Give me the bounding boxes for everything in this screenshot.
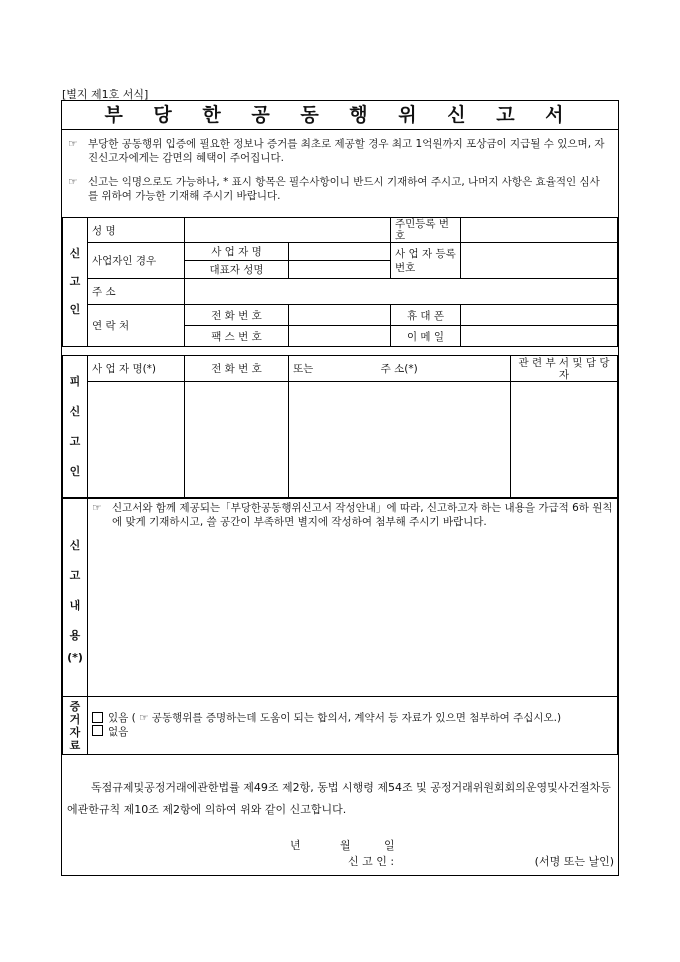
rrn-label: 주민등록 번 호	[391, 218, 461, 243]
fax-label: 팩 스 번 호	[185, 326, 289, 347]
content-guide-text: 신고서와 함께 제공되는「부당한공동행위신고서 작성안내」에 따라, 신고하고자 하는 내용을 가급적 6하 원칙에 맞게 기재하시고, 쓸 공간이 부족하면 별지에 작성하여 첨부해 주시기 바랍니다.	[112, 502, 613, 528]
business-case-label: 사업자인 경우	[88, 243, 185, 279]
sign-note: (서명 또는 날인)	[534, 855, 614, 868]
rrn-field[interactable]	[461, 218, 618, 243]
mobile-field[interactable]	[461, 305, 618, 326]
declaration-text: 독점규제및공정거래에관한법률 제49조 제2항, 동법 시행령 제54조 및 공정거래위원회회의운영및사건절차등에관한규칙 제10조 제2항에 의하여 위와 같이 신고합니다.	[67, 781, 611, 816]
content-section-label: 신 고 내 용 (*)	[63, 499, 88, 697]
content-field[interactable]	[88, 499, 618, 697]
respondent-dept-header: 관 련 부 서 및 담 당 자	[511, 356, 618, 382]
date-month-label: 월	[340, 839, 351, 852]
fax-field[interactable]	[289, 326, 391, 347]
email-field[interactable]	[461, 326, 618, 347]
mobile-label: 휴 대 폰	[391, 305, 461, 326]
evidence-yes-option[interactable]	[92, 712, 613, 725]
signer-label: 신 고 인 :	[348, 855, 395, 868]
notice-text-anonymous: 신고는 익명으로도 가능하나, * 표시 항목은 필수사항이니 반드시 기재하여 주시고, 나머지 사항은 효율적인 심사를 위하여 가능한 기재해 주시기 바랍니다.	[88, 176, 600, 202]
representative-label: 대표자 성명	[185, 261, 289, 279]
phone-label: 전 화 번 호	[185, 305, 289, 326]
business-reg-label: 사 업 자 등록번호	[391, 243, 461, 279]
evidence-section-label: 증 거 자 료	[63, 697, 88, 755]
respondent-or-label: 또는	[293, 363, 314, 375]
notice-item-anonymous	[68, 175, 608, 203]
respondent-business-field[interactable]	[88, 382, 185, 498]
content-table	[62, 498, 618, 697]
evidence-no-checkbox[interactable]	[92, 725, 103, 736]
respondent-section-label: 피 신 고 인	[63, 356, 88, 498]
date-day-label: 일	[384, 839, 395, 852]
business-reg-field[interactable]	[461, 243, 618, 279]
name-label: 성 명	[88, 218, 185, 243]
respondent-address-header	[289, 356, 511, 382]
business-name-field[interactable]	[289, 243, 391, 261]
evidence-no-label: 없음	[108, 726, 129, 738]
notice-item-reward	[68, 137, 608, 165]
name-field[interactable]	[185, 218, 391, 243]
pointing-hand-icon: ☞	[68, 176, 78, 188]
respondent-dept-field[interactable]	[511, 382, 618, 498]
reporter-table	[62, 217, 618, 347]
evidence-yes-label: 있음 ( ☞ 공동행위를 증명하는데 도움이 되는 합의서, 계약서 등 자료가 있으면 첨부하여 주십시오.)	[108, 712, 562, 724]
notice-text-reward: 부당한 공동행위 입증에 필요한 정보나 증거를 최초로 제공할 경우 최고 1억원까지 포상금이 지급될 수 있으며, 자진신고자에게는 감면의 혜택이 주어집니다.	[88, 138, 605, 164]
email-label: 이 메 일	[391, 326, 461, 347]
reporter-section-label: 신 고 인	[63, 218, 88, 347]
form-title: 부 당 한 공 동 행 위 신 고 서	[62, 101, 618, 130]
business-name-label: 사 업 자 명	[185, 243, 289, 261]
pointing-hand-icon: ☞	[68, 138, 78, 150]
respondent-business-header: 사 업 자 명(*)	[88, 356, 185, 382]
address-label: 주 소	[88, 279, 185, 305]
representative-field[interactable]	[289, 261, 391, 279]
respondent-phone-header: 전 화 번 호	[185, 356, 289, 382]
respondent-address-label: 주 소(*)	[380, 363, 418, 375]
date-year-label: 년	[290, 839, 301, 852]
evidence-table	[62, 696, 618, 755]
address-field[interactable]	[185, 279, 618, 305]
phone-field[interactable]	[289, 305, 391, 326]
form-label: [별지 제1호 서식]	[62, 88, 149, 101]
respondent-table	[62, 355, 618, 498]
pointing-hand-icon: ☞	[92, 502, 102, 514]
notice-block	[68, 137, 608, 203]
contact-label: 연 락 처	[88, 305, 185, 347]
signature-field[interactable]	[420, 853, 516, 867]
evidence-no-option[interactable]	[92, 725, 613, 739]
evidence-yes-checkbox[interactable]	[92, 712, 103, 723]
respondent-address-field[interactable]	[289, 382, 511, 498]
evidence-options	[88, 697, 618, 755]
report-form	[61, 100, 619, 876]
respondent-phone-field[interactable]	[185, 382, 289, 498]
